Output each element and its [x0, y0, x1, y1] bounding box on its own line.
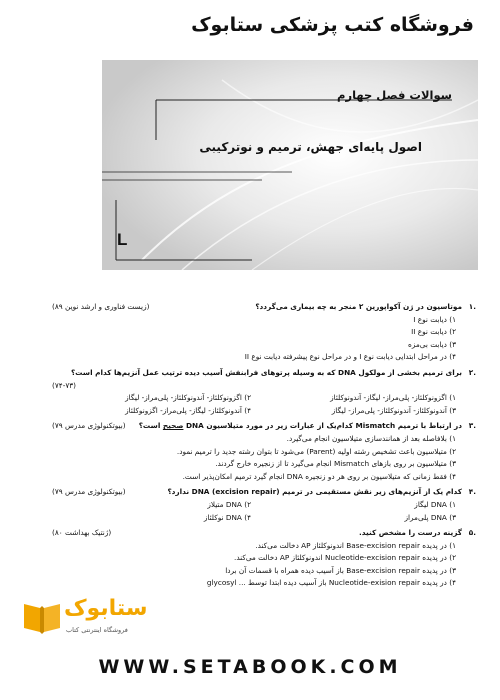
question-source: (بیوتکنولوژی مدرس ۷۹) — [52, 487, 126, 497]
book-icon — [20, 596, 64, 636]
option: ۴) آندونوکلئاز- لیگاز- پلی‌مراز- اگزونوکلئاز — [125, 405, 251, 415]
question-text: موتاسیون در ژن آکواپورین ۲ منجر به چه بیماری می‌گردد؟ — [255, 302, 462, 311]
option: ۲) اگزونوکلئاز- آندونوکلئاز- پلی‌مراز- لیگاز — [125, 393, 251, 403]
footer-url[interactable]: WWW.SETABOOK.COM — [98, 656, 402, 678]
option: ۱) اگزونوکلئاز- پلی‌مراز- لیگاز- آندونوکلئاز — [330, 393, 456, 403]
question-text: گزینه درست را مشخص کنید. — [359, 528, 462, 538]
option: ۱) دیابت نوع I — [413, 314, 456, 324]
question-number: ۴. — [468, 487, 476, 497]
option: ۲) در پدیده Nucleotide-excision repair اندونوکلئاز AP دخالت می‌کند. — [234, 553, 456, 563]
question-source: (ژنتیک بهداشت ۸۰) — [52, 528, 112, 538]
question-list — [52, 298, 476, 590]
question-emphasis: صحیح — [162, 421, 184, 431]
option: ۳) متیلاسیون بر روی بازهای Mismatch انجام می‌گیرد تا از زنجیره خارج گردند. — [215, 459, 456, 469]
question-text-end: است؟ — [138, 421, 161, 431]
option: ۴) در پدیده Nucleotide-exision repair باز آسیب دیده ابتدا توسط ... glycosyl — [206, 578, 456, 588]
option: ۲) متیلاسیون باعث تشخیص رشته اولیه (Parent) می‌شود تا بتوان رشته جدید را ترمیم نمود. — [176, 446, 456, 456]
question-text: برای ترمیم بخشی از مولکول DNA که به وسیله پرتوهای فرابنفش آسیب دیده ترتیب عمل آنزیم‌ها کدام است؟ — [70, 367, 462, 377]
option: ۳) آندونوکلئاز- آندونوکلئاز- پلی‌مراز- لیگاز — [331, 405, 456, 415]
option: ۳) DNA پلی‌مراز — [404, 512, 456, 522]
question-source: (بیوتکنولوژی مدرس ۷۹) — [52, 421, 126, 431]
chapter-subtitle: اصول پایه‌ای جهش، ترمیم و نوترکیبی — [199, 140, 422, 154]
chapter-heading: سوالات فصل چهارم — [337, 88, 452, 102]
logo-name: ستابوک — [64, 596, 148, 621]
option: ۲) دیابت نوع II — [411, 327, 456, 337]
question-4 — [52, 486, 476, 524]
question-1 — [52, 301, 476, 364]
option: ۴) فقط زمانی که متیلاسیون بر روی هر دو زنجیره DNA انجام گیرد ترمیم امکان‌پذیر است. — [182, 471, 456, 481]
chapter-letter: L — [117, 230, 128, 249]
option: ۳) در پدیده Base-excision repair باز آسیب دیده همراه با قسمات آن بردا — [225, 565, 456, 575]
store-title: فروشگاه کتب پزشکی ستابوک — [191, 14, 474, 36]
logo-tagline: فروشگاه اینترنتی کتاب — [66, 626, 128, 634]
question-text: در ارتباط با ترمیم Mismatch کدام‌یک از عبارات زیر در مورد متیلاسیون DNA — [185, 421, 462, 431]
option: ۱) بلافاصله بعد از همانندسازی متیلاسیون انجام می‌گیرد. — [286, 433, 456, 443]
option: ۱) DNA لیگاز — [414, 499, 456, 509]
question-3 — [52, 420, 476, 483]
question-number: ۱. — [468, 302, 476, 311]
question-text: کدام یک از آنزیم‌های زیر نقش مستقیمی در ترمیم DNA (excision repair) ندارد؟ — [167, 487, 462, 497]
question-number: ۲. — [468, 367, 476, 377]
option: ۴) DNA نوکلئاز — [203, 512, 251, 522]
option: ۳) دیابت بی‌مزه — [408, 339, 456, 349]
question-number: ۵. — [468, 528, 476, 538]
question-5 — [52, 527, 476, 590]
question-source: (۷۴-۷۳) — [52, 380, 77, 390]
option: ۴) در مراحل ابتدایی دیابت نوع I و در مراحل نوع پیشرفته دیابت نوع II — [244, 352, 456, 362]
option: ۲) DNA متیلاز — [207, 499, 251, 509]
option: ۱) در پدیده Base-excision repair اندونوکلئاز AP دخالت می‌کند. — [255, 540, 456, 550]
question-source: (زیست فناوری و ارشد نوین ۸۹) — [52, 302, 150, 311]
setabook-logo — [20, 596, 148, 640]
question-number: ۳. — [468, 421, 476, 431]
question-2 — [52, 367, 476, 417]
